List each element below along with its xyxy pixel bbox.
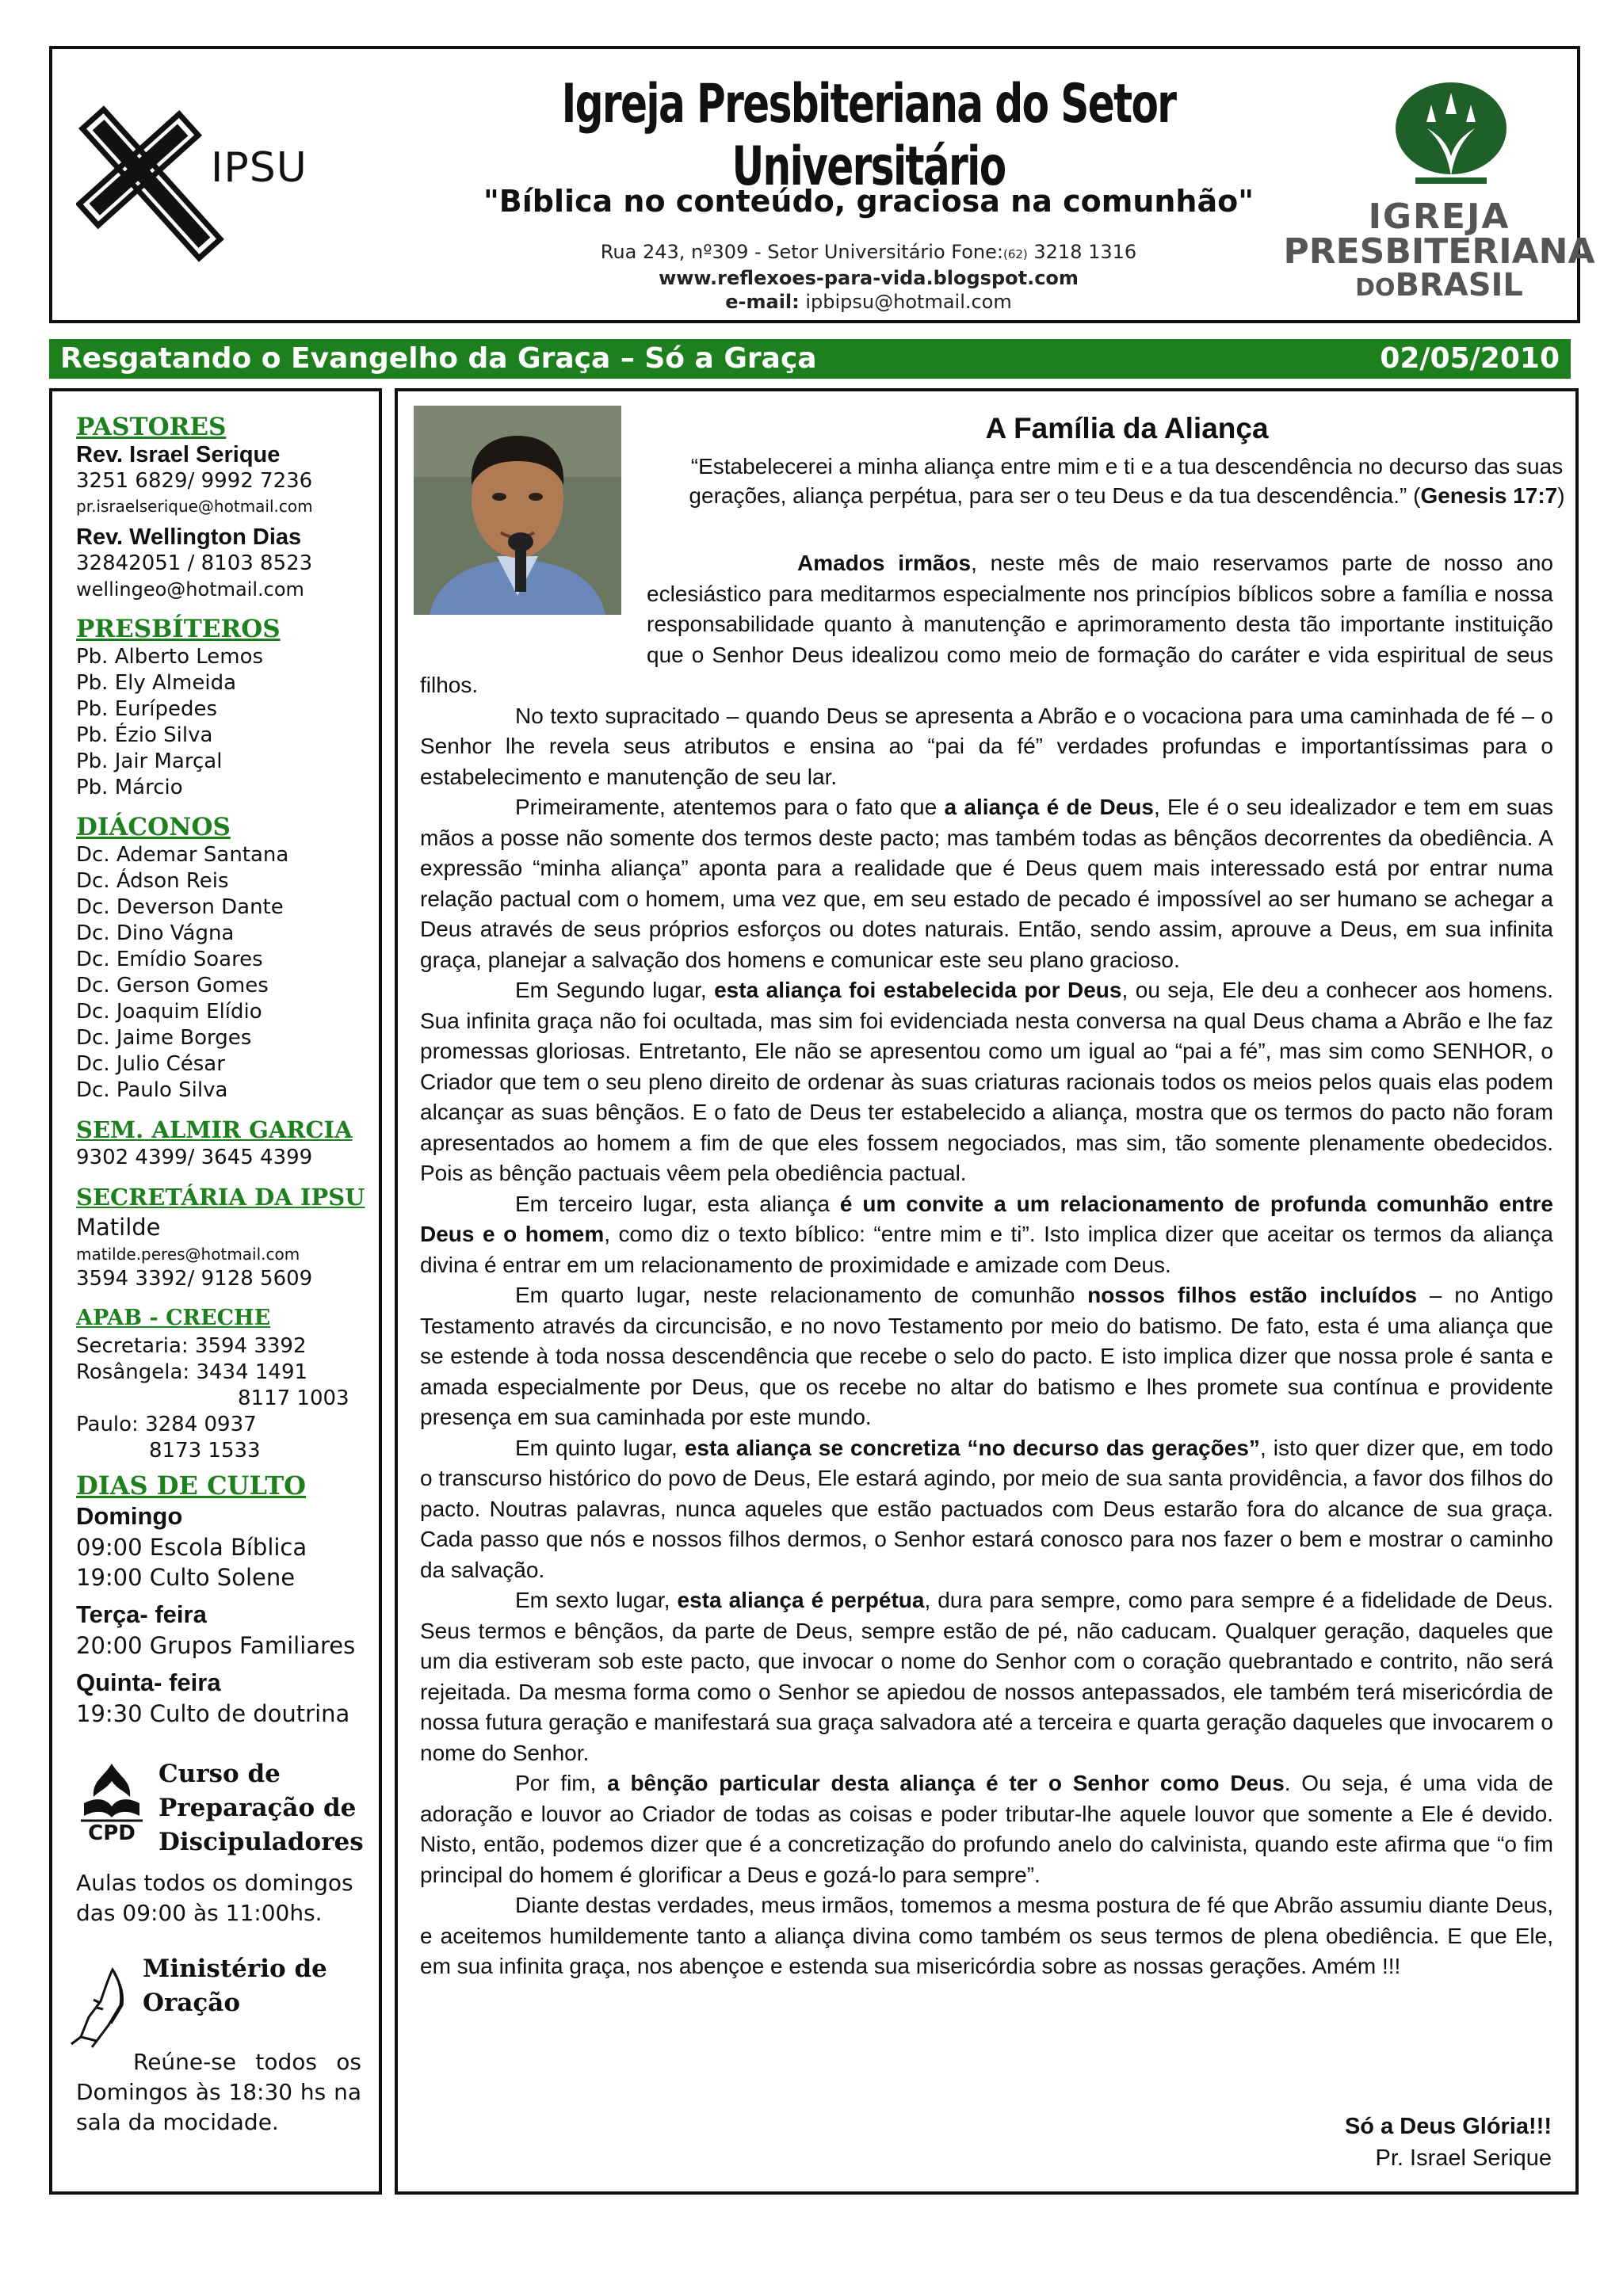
apab-line: Secretaria: 3594 3392 [76,1334,307,1358]
culto-day: Terça- feira [76,1600,207,1628]
closing-line: Só a Deus Glória!!! [1344,2114,1552,2139]
apab-line: Rosângela: 3434 1491 [76,1360,308,1384]
diacono-item: Dc. Joaquim Elídio [76,1000,262,1024]
article-body [420,548,1553,1982]
cpd-title: Curso de Preparação de Discipuladores [158,1760,364,1856]
culto-time: 19:30 Culto de doutrina [76,1700,350,1727]
article-title: A Família da Aliança [985,412,1269,444]
title-banner [49,339,1571,379]
presbitero-item: Pb. Alberto Lemos [76,645,264,669]
oracao-title: Ministério de Oração [143,1955,327,2017]
secretaria-heading: SECRETÁRIA DA IPSU [76,1184,365,1211]
article-panel [395,388,1579,2195]
pastor-email[interactable]: wellingeo@hotmail.com [76,578,304,601]
diacono-item: Dc. Paulo Silva [76,1078,228,1102]
secretaria-phone: 3594 3392/ 9128 5609 [76,1267,313,1291]
pastor-name: Rev. Wellington Dias [76,524,302,550]
article-paragraph: Diante destas verdades, meus irmãos, tomemos a mesma postura de fé que Abrão assumiu diante Deus, e aceitemos humildemente tanto a aliança divina como também os seus termos de plena obediência. E que Ele, em sua infinita graça, nos abençoe e estenda sua misericórdia sobre as nossas gerações. Amém !!! [420,1893,1553,1978]
burning-bush-logo-icon [1384,73,1518,200]
presbitero-item: Pb. Márcio [76,776,183,799]
secretaria-email[interactable]: matilde.peres@hotmail.com [76,1245,300,1264]
pastor-phone: 3251 6829/ 9992 7236 [76,469,313,493]
article-signature [1345,2111,1552,2174]
ipb-wordmark: IGREJA PRESBITERIANA DOBRASIL [1283,196,1595,303]
banner-date: 02/05/2010 [1380,342,1560,375]
article-verse: “Estabelecerei a minha aliança entre mim e ti e a tua descendência no decurso das suas gerações, aliança perpétua, para ser o teu Deus e da tua descendência.” (Genesis 17:7) [689,454,1565,508]
oracao-block [76,1952,379,2047]
culto-time: 09:00 Escola Bíblica [76,1534,307,1561]
author-name: Pr. Israel Serique [1375,2145,1552,2171]
culto-time: 20:00 Grupos Familiares [76,1632,356,1659]
church-motto: "Bíblica no conteúdo, graciosa na comunhão" [483,184,1254,219]
apab-line: 8117 1003 [238,1386,349,1410]
oracao-text: Reúne-se todos os Domingos às 18:30 hs na sala da mocidade. [76,2049,361,2135]
diacono-item: Dc. Emídio Soares [76,948,263,971]
seminarista-phone: 9302 4399/ 3645 4399 [76,1146,313,1169]
article-paragraph: Em Segundo lugar, esta aliança foi estabelecida por Deus, ou seja, Ele deu a conhecer aos homens. Sua infinita graça não foi ocultada, mas sim foi evidenciada nesta conversa na qual Deus chama a Abrão e lhe faz promessas gloriosas. Entretanto, Ele não se apresentou como um igual ao “pai a fé”, mas sim como SENHOR, o Criador que tem o seu pleno direito de ordenar às suas criaturas racionais todos os meios pelos quais elas podem alcançar as suas bênçãos. E o fato de Deus ter estabelecido a aliança, mostra que os termos do pacto não foram apresentados ao homem a fim de que eles fossem negociados, mas sim, tão somente plenamente obedecidos. Pois as bênção pactuais vêem pela obediência pactual. [420,978,1553,1185]
diaconos-heading: DIÁCONOS [76,813,231,841]
diacono-item: Dc. Dino Vágna [76,921,235,945]
culto-day: Domingo [76,1502,183,1530]
blog-link[interactable]: www.reflexoes-para-vida.blogspot.com [659,267,1079,289]
apab-line: 8173 1533 [149,1439,261,1463]
article-paragraph: Em terceiro lugar, esta aliança é um convite a um relacionamento de profunda comunhão entre Deus e o homem, como diz o texto bíblico: “entre mim e ti”. Isto implica dizer que aceitar os termos da aliança divina é entrar em um relacionamento de proximidade e amizade com Deus. [420,1191,1553,1277]
culto-heading: DIAS DE CULTO [76,1470,307,1501]
banner-title: Resgatando o Evangelho da Graça – Só a Graça [60,342,817,375]
praying-hands-icon [65,1962,152,2049]
secretaria-name: Matilde [76,1214,161,1241]
church-name: Igreja Presbiteriana do Setor Universitário [561,73,1176,198]
article-paragraph: Em sexto lugar, esta aliança é perpétua, dura para sempre, como para sempre é a fidelidade de Deus. Seus termos e bênçãos, da parte de Deus, sempre estão de pé, não caducam. Qualquer geração, daqueles que um dia estiveram sob este pacto, que invocar o nome do Senhor com o coração quebrantado e contrito, não será rejeitada. Da mesma forma como o Senhor se apiedou de nossos antepassados, ele também terá misericórdia de nossa futura geração e manifestará sua graça salvadora até a terceira e quarta geração daqueles que invocarem o nome do Senhor. [420,1588,1554,1765]
church-email[interactable]: e-mail: ipbipsu@hotmail.com [725,291,1012,313]
pastor-email[interactable]: pr.israelserique@hotmail.com [76,497,313,516]
cpd-text: Aulas todos os domingos das 09:00 às 11:00hs. [76,1870,353,1926]
article-paragraph: Em quarto lugar, neste relacionamento de comunhão nossos filhos estão incluídos – no Antigo Testamento através da circuncisão, e no novo Testamento por meio do batismo. De fato, esta é uma aliança que se estende à toda nossa descendência que recebe o selo do pacto. E isto implica dizer que nossa prole é santa e amada especialmente por Deus, que os recebe no altar do batismo e lhes promete sua contínua e providente presença em sua caminhada por este mundo. [420,1283,1553,1429]
culto-day: Quinta- feira [76,1669,221,1696]
presbitero-item: Pb. Jair Marçal [76,749,223,773]
header [49,46,1595,323]
ipsu-logo-text: IPSU [211,144,307,192]
church-address: Rua 243, nº309 - Setor Universitário Fone:(62) 3218 1316 [600,241,1137,263]
svg-text:CPD: CPD [88,1821,136,1844]
diacono-item: Dc. Ádson Reis [76,869,229,893]
apab-line: Paulo: 3284 0937 [76,1413,257,1436]
diacono-item: Dc. Deverson Dante [76,895,284,919]
sidebar [49,388,382,2195]
diacono-item: Dc. Ademar Santana [76,843,289,867]
apab-heading: APAB - CRECHE [76,1306,271,1330]
presbitero-item: Pb. Eurípedes [76,697,218,721]
diacono-item: Dc. Jaime Borges [76,1026,252,1050]
presbitero-item: Pb. Ézio Silva [76,723,213,747]
culto-time: 19:00 Culto Solene [76,1564,296,1591]
article-paragraph: Primeiramente, atentemos para o fato que a aliança é de Deus, Ele é o seu idealizador e tem em suas mãos a posse não somente dos termos deste pacto; mas também todas as bênçãos decorrentes da obediência. A expressão “minha aliança” aponta para a realidade que é Deus quem mais interessado está por entrar numa relação pactual com o homem, uma vez que, em seu estado de pecado é impossível ao ser humano se achegar a Deus através de seus próprios esforços ou dotes naturais. Então, sendo assim, aprouve a Deus, em sua infinita graça, planejar a salvação dos homens e comunicar este seu plano gracioso. [420,795,1554,972]
article-paragraph: No texto supracitado – quando Deus se apresenta a Abrão e o vocaciona para uma caminhada de fé – o Senhor lhe revela seus atributos e ensina ao “pai da fé” verdades profundas e importantíssimas para o estabelecimento e manutenção de seu lar. [420,703,1553,789]
presbitero-item: Pb. Ely Almeida [76,671,237,695]
cpd-block [76,1757,379,1868]
article-paragraph: Em quinto lugar, esta aliança se concretiza “no decurso das gerações”, isto quer dizer que, em todo o transcurso histórico do povo de Deus, Ele estará agindo, por meio de sua santa providência, a favor dos filhos do pacto. Noutras palavras, nunca aqueles que estão pactuados com Deus estarão fora do alcance de sua graça. Cada passo que nós e nossos filhos dermos, o Senhor estará conosco para nos fazer o bem e mostrar o caminho da salvação. [420,1435,1554,1582]
diacono-item: Dc. Julio César [76,1052,225,1076]
seminarista-heading: SEM. ALMIR GARCIA [76,1116,353,1143]
pastor-name: Rev. Israel Serique [76,442,281,467]
pastores-heading: PASTORES [76,413,227,441]
pastor-phone: 32842051 / 8103 8523 [76,551,313,575]
article-paragraph: Amados irmãos, neste mês de maio reservamos parte de nosso ano eclesiástico para meditarmos especialmente nos princípios bíblicos sobre a família e nossa responsabilidade quanto à manutenção e aprimoramento desta tão importante instituição que o Senhor Deus idealizou como meio de formação do caráter e vida espiritual de seus filhos. [420,551,1553,697]
diacono-item: Dc. Gerson Gomes [76,974,269,997]
article-paragraph: Por fim, a bênção particular desta aliança é ter o Senhor como Deus. Ou seja, é uma vida de adoração e louvor ao Criador de todas as coisas e poder tributar-lhe aquele louvor que somente a Ele é devido. Nisto, então, podemos dizer que é a concretização do profundo anelo do calvinista, quando este afirma que “o fim principal do homem é glorificar a Deus e gozá-lo para sempre”. [420,1771,1553,1887]
cpd-book-flame-icon [76,1757,147,1844]
presbiteros-heading: PRESBÍTEROS [76,615,281,643]
